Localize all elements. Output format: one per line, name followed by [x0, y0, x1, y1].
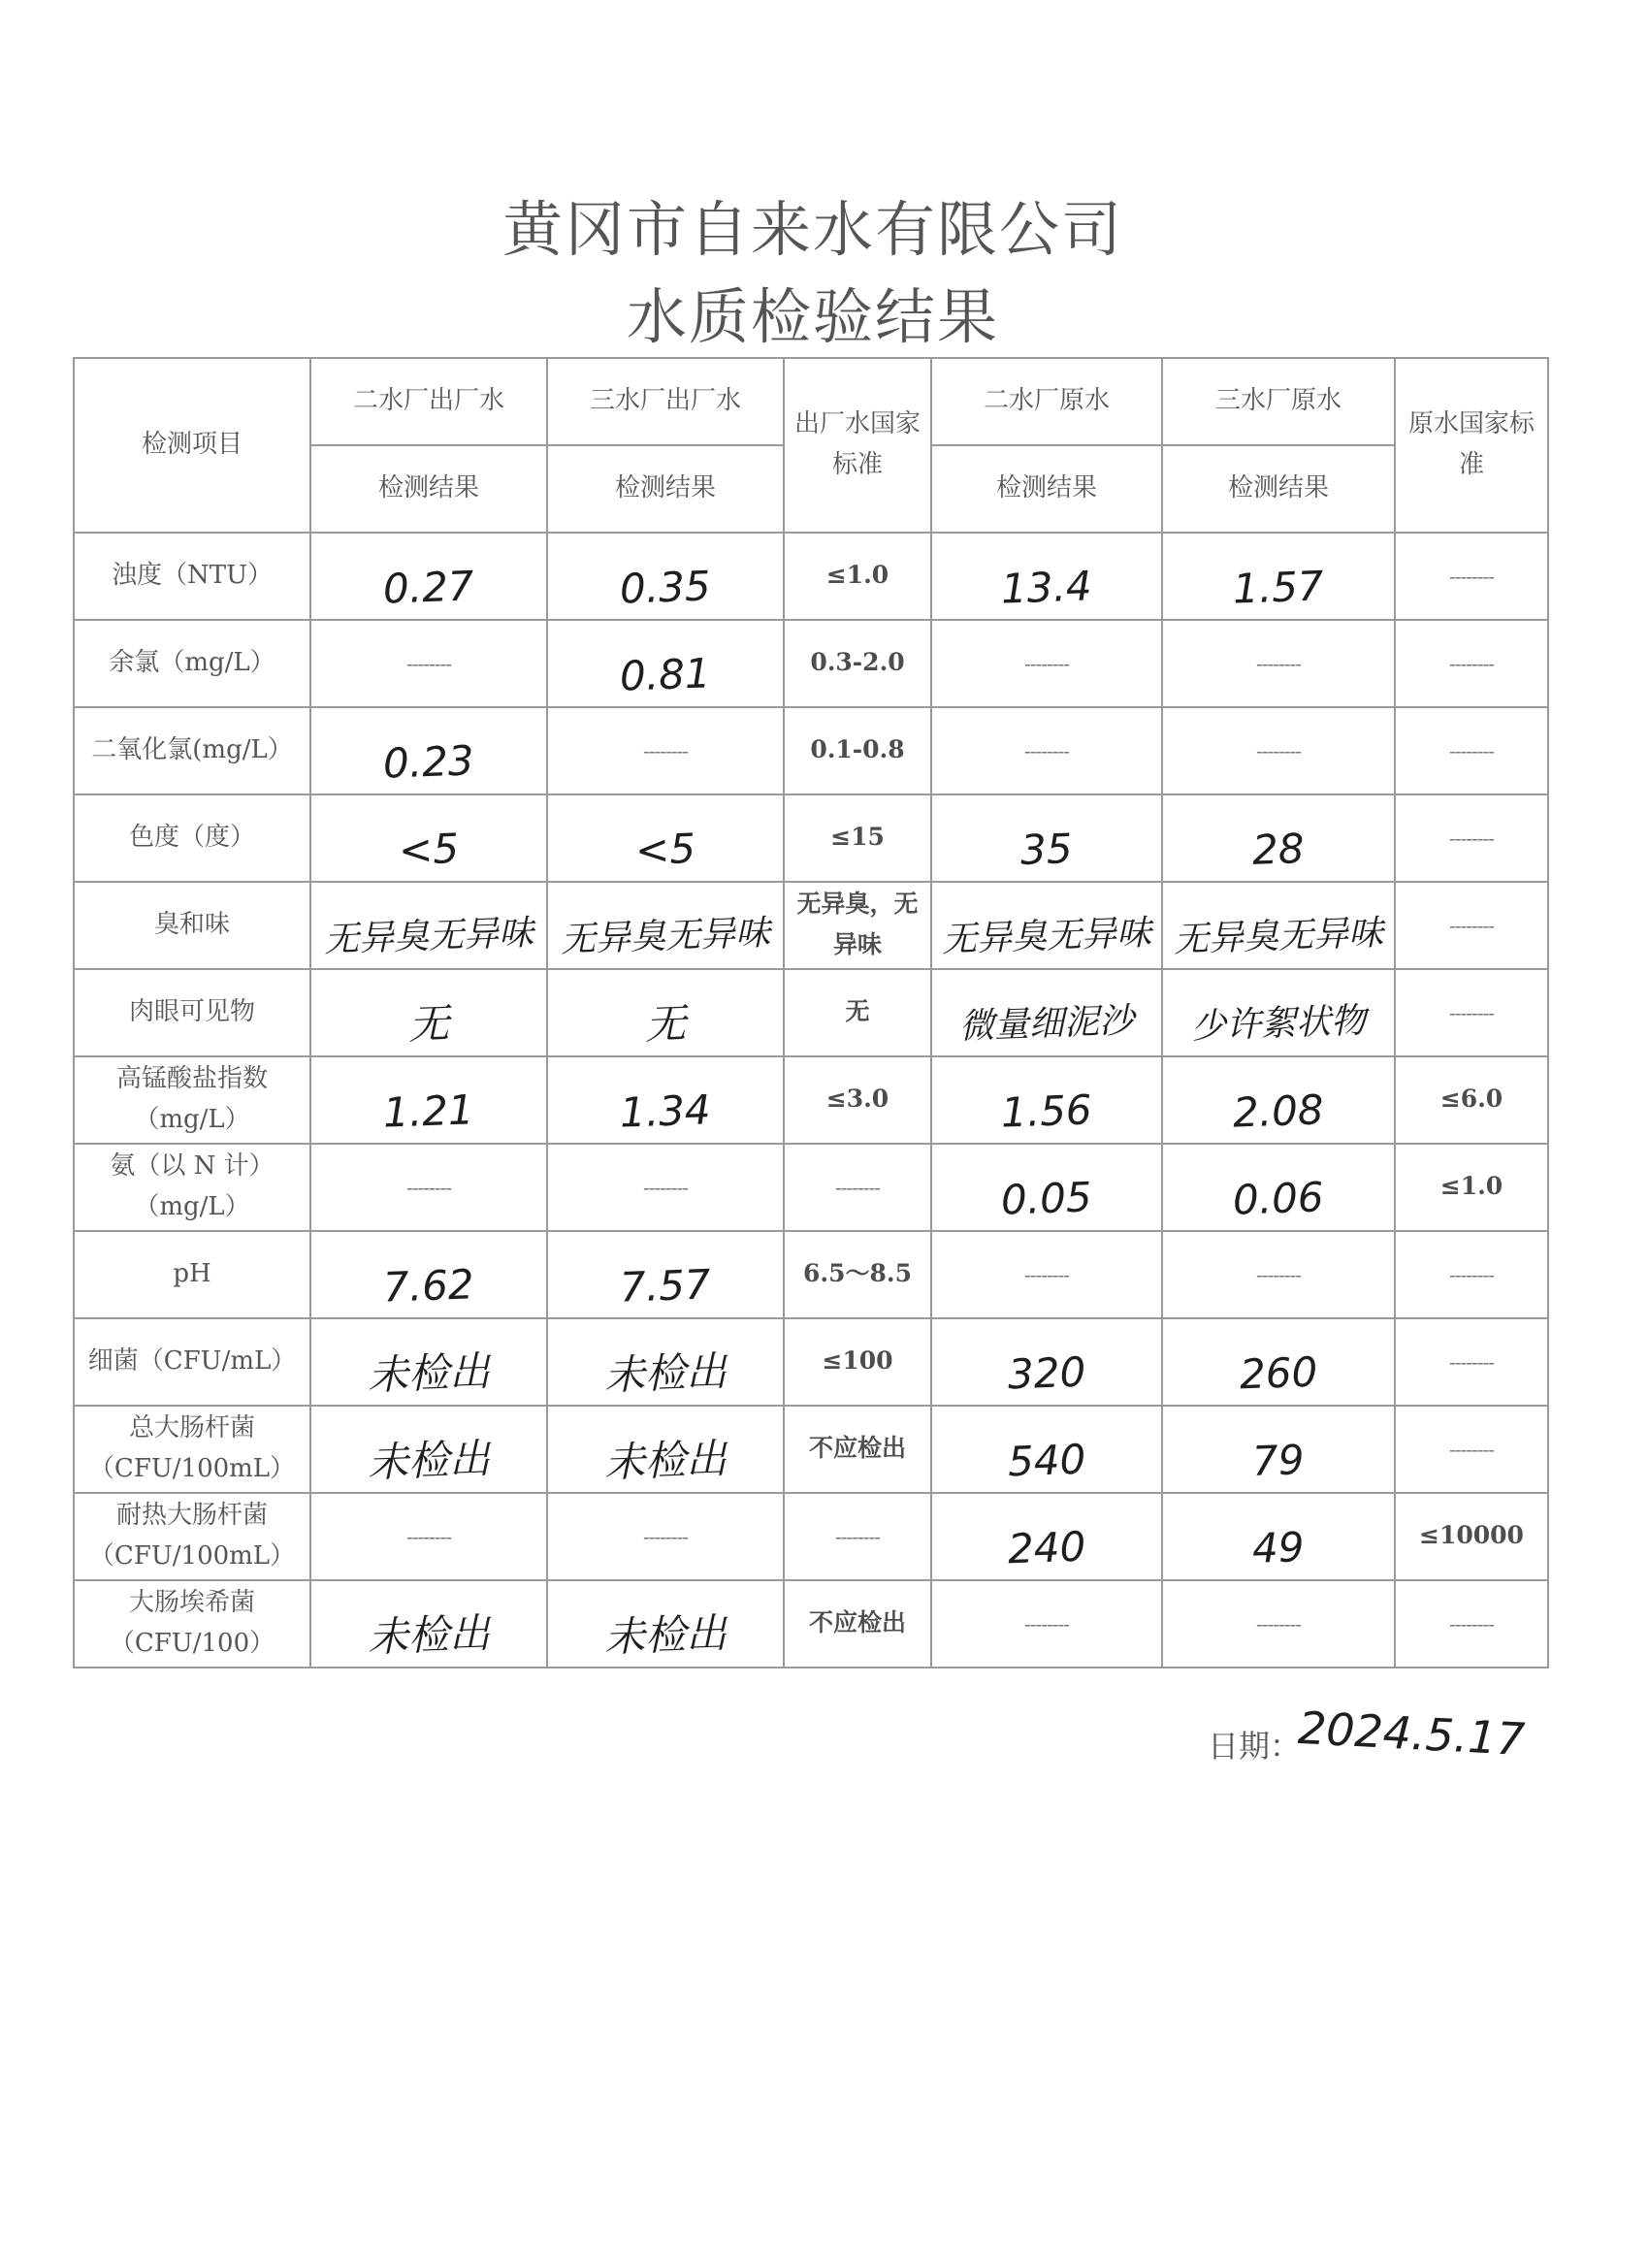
- results-table: [73, 357, 1549, 1669]
- row-plant3-out-result: <5: [634, 825, 696, 875]
- row-plant2-raw-result: 240: [1007, 1523, 1086, 1573]
- row-plant3-out-result: 0.81: [619, 649, 712, 701]
- row-out-standard: 0.3-2.0: [810, 648, 905, 677]
- table-row: [74, 882, 1548, 969]
- row-plant2-raw-result: --------: [1023, 739, 1070, 763]
- row-plant2-out-result: 未检出: [367, 1435, 491, 1487]
- row-raw-standard: --------: [1448, 1001, 1495, 1025]
- row-item-label: 臭和味: [153, 910, 230, 940]
- row-plant2-out-result: --------: [405, 1525, 452, 1549]
- header-plant3-out: 三水厂出厂水: [547, 358, 784, 445]
- row-out-standard: --------: [834, 1176, 881, 1200]
- row-plant2-out-result: 0.23: [382, 736, 475, 789]
- row-plant2-raw-result: 0.05: [1000, 1173, 1093, 1225]
- header-result: 检测结果: [1162, 445, 1395, 533]
- row-item-label: 高锰酸盐指数（mg/L）: [115, 1064, 268, 1134]
- row-plant2-out-result: 无: [407, 999, 450, 1050]
- table-row: [74, 1406, 1548, 1493]
- table-row: [74, 1580, 1548, 1668]
- row-plant2-raw-result: 1.56: [1000, 1085, 1093, 1138]
- header-result: 检测结果: [310, 445, 547, 533]
- row-plant3-out-result: 0.35: [619, 562, 712, 614]
- row-item-label: 余氯（mg/L）: [109, 648, 275, 678]
- table-row: [74, 1493, 1548, 1580]
- company-title: 黄冈市自来水有限公司: [501, 194, 1123, 265]
- row-item-label: pH: [173, 1259, 211, 1289]
- row-plant3-out-result: 未检出: [603, 1347, 728, 1400]
- row-out-standard: 不应检出: [808, 1434, 906, 1463]
- row-plant3-raw-result: 1.57: [1232, 562, 1325, 614]
- row-raw-standard: --------: [1448, 826, 1495, 851]
- row-raw-standard: --------: [1448, 652, 1495, 676]
- row-plant3-raw-result: 49: [1251, 1523, 1306, 1573]
- row-plant2-out-result: 未检出: [367, 1347, 491, 1400]
- row-raw-standard: --------: [1448, 914, 1495, 938]
- row-plant2-out-result: --------: [405, 1176, 452, 1200]
- row-plant2-out-result: 未检出: [367, 1609, 491, 1662]
- row-plant2-out-result: <5: [398, 825, 460, 875]
- row-plant2-raw-result: 35: [1019, 825, 1074, 875]
- table-row: [74, 1056, 1548, 1144]
- row-plant3-out-result: 无异臭无异味: [560, 913, 771, 960]
- header-out-standard: 出厂水国家标准: [784, 358, 931, 533]
- table-row: [74, 1231, 1548, 1318]
- row-plant2-out-result: 1.21: [382, 1085, 475, 1138]
- row-plant3-out-result: 7.57: [619, 1260, 712, 1312]
- row-plant2-raw-result: 无异臭无异味: [941, 913, 1152, 960]
- row-item-label: 耐热大肠杆菌（CFU/100mL）: [88, 1501, 296, 1571]
- row-out-standard: ≤15: [830, 823, 885, 852]
- row-plant3-raw-result: --------: [1255, 1612, 1302, 1636]
- row-plant3-raw-result: --------: [1255, 739, 1302, 763]
- row-out-standard: 无: [845, 997, 870, 1026]
- row-raw-standard: ≤6.0: [1439, 1085, 1504, 1114]
- row-item-label: 色度（度）: [128, 823, 255, 853]
- date-label: 日期：: [1208, 1728, 1302, 1765]
- row-plant2-raw-result: 540: [1007, 1436, 1086, 1486]
- row-plant2-raw-result: --------: [1023, 652, 1070, 676]
- row-raw-standard: --------: [1448, 1263, 1495, 1287]
- row-plant3-raw-result: 260: [1239, 1348, 1318, 1399]
- row-out-standard: ≤1.0: [825, 561, 889, 590]
- table-row: [74, 620, 1548, 707]
- row-plant2-out-result: 0.27: [382, 562, 475, 614]
- table-body: [74, 533, 1548, 1668]
- header-raw-standard: 原水国家标准: [1395, 358, 1548, 533]
- row-plant3-raw-result: --------: [1255, 1263, 1302, 1287]
- row-item-label: 细菌（CFU/mL）: [87, 1346, 297, 1377]
- header-item: 检测项目: [74, 358, 310, 533]
- row-item-label: 总大肠杆菌（CFU/100mL）: [88, 1413, 296, 1483]
- row-raw-standard: --------: [1448, 1612, 1495, 1636]
- row-out-standard: ≤3.0: [825, 1085, 889, 1114]
- row-item-label: 大肠埃希菌（CFU/100）: [109, 1588, 275, 1658]
- header-plant2-out: 二水厂出厂水: [310, 358, 547, 445]
- row-plant3-raw-result: 28: [1251, 825, 1306, 875]
- row-plant2-raw-result: 13.4: [1000, 562, 1093, 614]
- row-plant3-out-result: 无: [644, 999, 687, 1050]
- table-row: [74, 1144, 1548, 1231]
- table-row: [74, 533, 1548, 620]
- row-plant2-raw-result: 微量细泥沙: [958, 1001, 1135, 1048]
- row-plant3-out-result: --------: [642, 1176, 689, 1200]
- row-out-standard: 无异臭，无异味: [796, 890, 919, 958]
- row-out-standard: 0.1-0.8: [810, 735, 905, 764]
- row-plant3-raw-result: 无异臭无异味: [1173, 913, 1384, 960]
- row-plant2-out-result: 无异臭无异味: [323, 913, 534, 960]
- row-plant2-out-result: 7.62: [382, 1260, 475, 1312]
- row-raw-standard: --------: [1448, 565, 1495, 589]
- date-value: 2024.5.17: [1296, 1701, 1527, 1766]
- row-out-standard: 6.5～8.5: [803, 1259, 912, 1288]
- row-item-label: 肉眼可见物: [128, 997, 255, 1027]
- row-item-label: 二氧化氯(mg/L）: [91, 735, 293, 765]
- row-plant2-raw-result: 320: [1007, 1348, 1086, 1399]
- table-row: [74, 1318, 1548, 1406]
- row-raw-standard: --------: [1448, 739, 1495, 763]
- row-plant3-out-result: 未检出: [603, 1609, 728, 1662]
- row-plant3-raw-result: 79: [1251, 1436, 1306, 1486]
- row-raw-standard: --------: [1448, 1438, 1495, 1462]
- row-plant2-raw-result: --------: [1023, 1612, 1070, 1636]
- row-out-standard: ≤100: [822, 1346, 893, 1376]
- table-row: [74, 794, 1548, 882]
- row-out-standard: 不应检出: [808, 1608, 906, 1637]
- header-result: 检测结果: [931, 445, 1162, 533]
- report-title: 水质检验结果: [626, 281, 999, 352]
- row-plant3-raw-result: 2.08: [1232, 1085, 1325, 1138]
- row-plant3-out-result: --------: [642, 739, 689, 763]
- row-plant3-raw-result: 少许絮状物: [1190, 1001, 1367, 1048]
- header-plant2-raw: 二水厂原水: [931, 358, 1162, 445]
- row-item-label: 氨（以 N 计）（mg/L）: [110, 1151, 275, 1221]
- row-raw-standard: ≤1.0: [1439, 1172, 1504, 1201]
- row-plant3-raw-result: --------: [1255, 652, 1302, 676]
- row-plant3-out-result: --------: [642, 1525, 689, 1549]
- row-plant3-out-result: 未检出: [603, 1435, 728, 1487]
- row-plant2-raw-result: --------: [1023, 1263, 1070, 1287]
- row-raw-standard: --------: [1448, 1350, 1495, 1375]
- row-plant3-raw-result: 0.06: [1232, 1173, 1325, 1225]
- row-item-label: 浊度（NTU）: [111, 561, 273, 591]
- table-row: [74, 707, 1548, 794]
- row-plant3-out-result: 1.34: [619, 1085, 712, 1138]
- table-row: [74, 969, 1548, 1056]
- header-plant3-raw: 三水厂原水: [1162, 358, 1395, 445]
- row-raw-standard: ≤10000: [1419, 1521, 1524, 1550]
- row-out-standard: --------: [834, 1525, 881, 1549]
- header-result: 检测结果: [547, 445, 784, 533]
- row-plant2-out-result: --------: [405, 652, 452, 676]
